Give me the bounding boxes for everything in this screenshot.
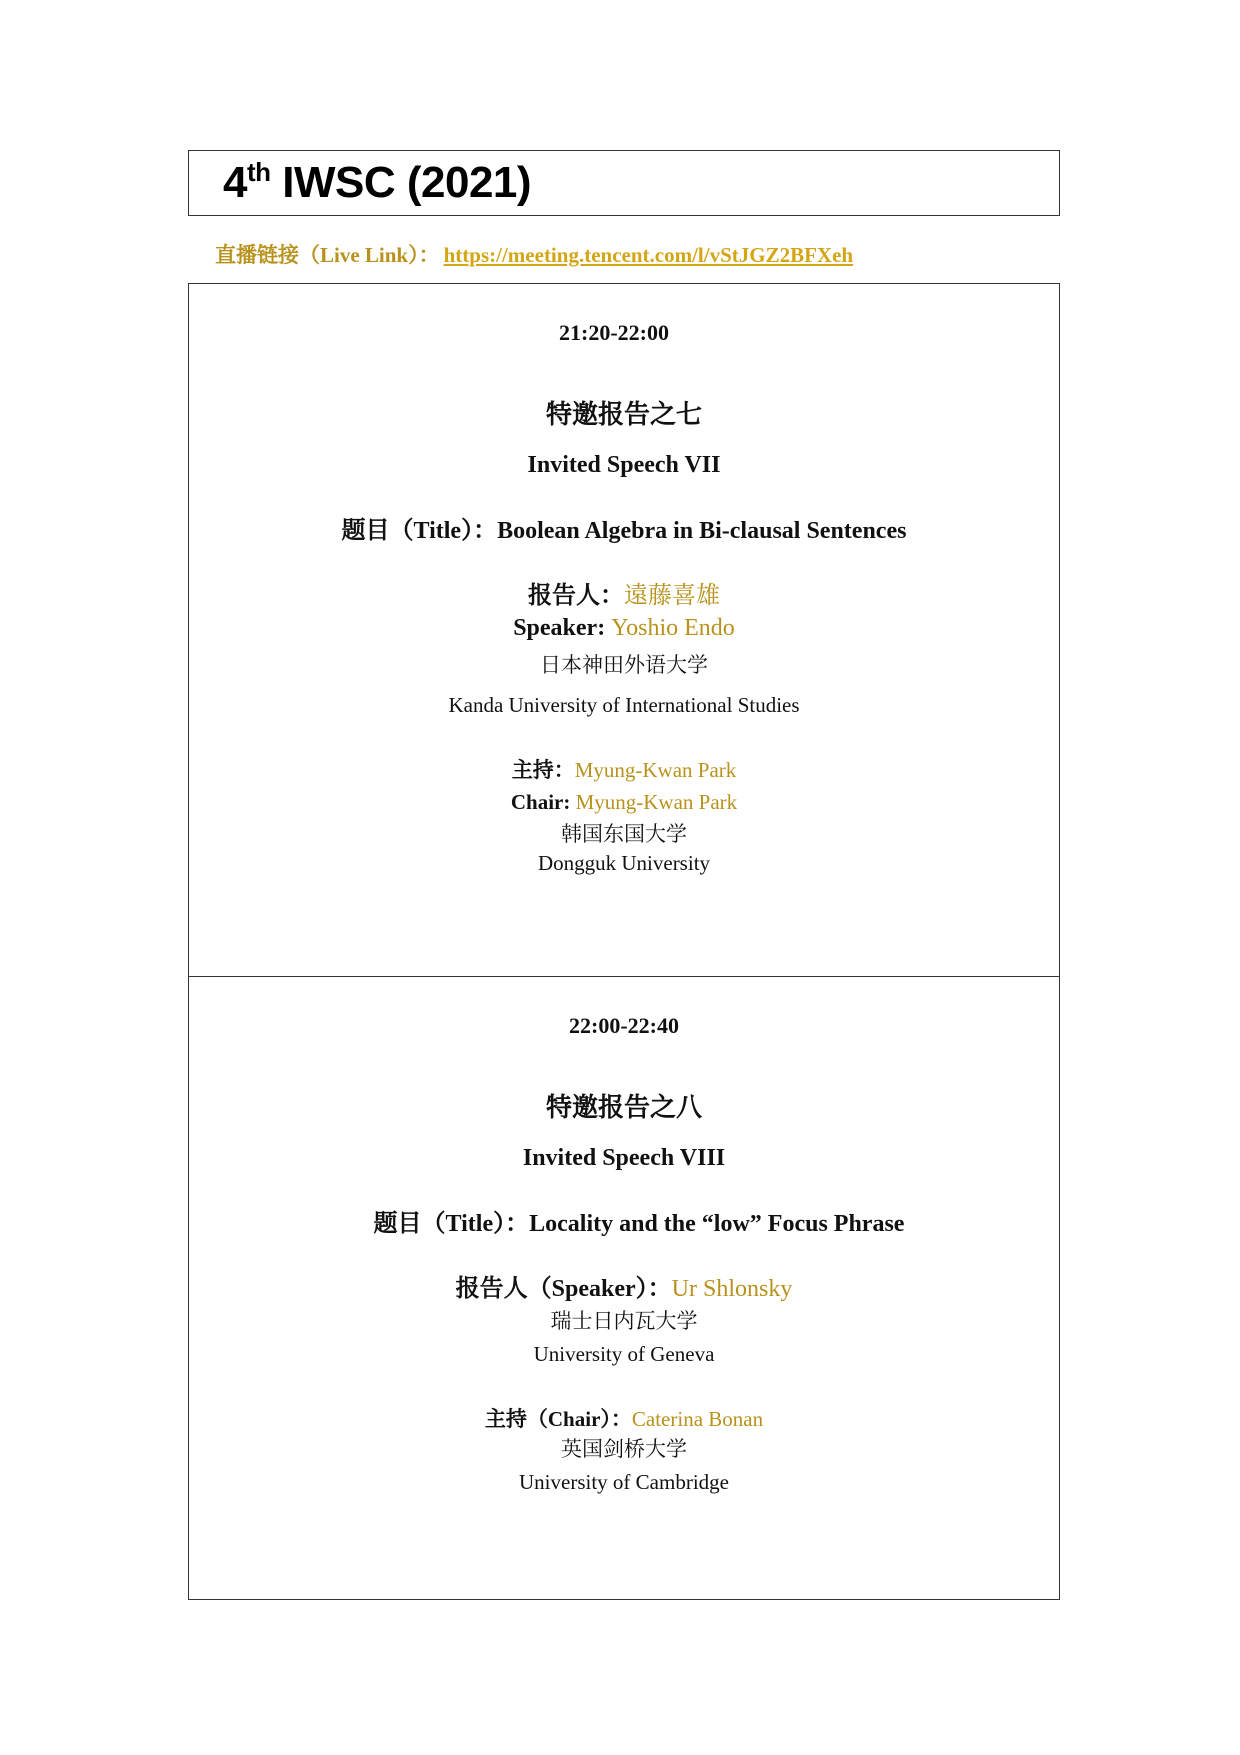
title-number: 4 [223, 158, 247, 207]
live-link-label: 直播链接（Live Link）： [215, 243, 440, 267]
conference-title-box [188, 150, 1060, 216]
chair-cn [189, 755, 1059, 785]
speaker-name-cn: 遠藤喜雄 [624, 583, 720, 609]
chair-name-cn: Myung-Kwan Park [574, 758, 737, 782]
session-time: 21:20-22:00 [559, 320, 669, 345]
speaker-affiliation-cn: 瑞士日内瓦大学 [550, 1309, 698, 1333]
session-card-invited-speech-8 [188, 976, 1060, 1600]
speaker-name: Ur Shlonsky [671, 1276, 793, 1302]
chair-affiliation-en: University of Cambridge [519, 1470, 729, 1494]
chair-en [189, 787, 1059, 817]
session-topic [189, 1209, 1059, 1239]
chair-affiliation-cn: 韩国东国大学 [561, 822, 687, 846]
chair-affiliation-cn: 英国剑桥大学 [561, 1437, 687, 1461]
session-title-en: Invited Speech VII [527, 452, 721, 478]
live-link-row [215, 240, 853, 270]
topic-label: 题目（Title）： [341, 518, 498, 544]
chair-name-en: Myung-Kwan Park [575, 790, 738, 814]
chair-affiliation-en: Dongguk University [537, 851, 711, 875]
session-card-invited-speech-7 [188, 283, 1060, 977]
session-title-cn: 特邀报告之七 [545, 400, 702, 430]
topic-text: Locality and the “low” Focus Phrase [529, 1211, 905, 1237]
conference-title [223, 159, 531, 212]
speaker-affiliation-cn: 日本神田外语大学 [540, 653, 708, 677]
topic-text: Boolean Algebra in Bi-clausal Sentences [497, 518, 907, 544]
title-name: IWSC (2021) [270, 158, 532, 207]
session-title-en: Invited Speech VIII [522, 1145, 726, 1171]
speaker-label-cn: 报告人： [528, 583, 624, 609]
live-link-url[interactable]: https://meeting.tencent.com/l/vStJGZ2BFXeh [443, 243, 854, 267]
topic-label: 题目（Title）： [373, 1211, 530, 1237]
speaker-name-en: Yoshio Endo [611, 615, 735, 641]
chair [189, 1404, 1059, 1434]
chair-label-en: Chair: [510, 790, 576, 814]
title-ordinal-suffix: th [246, 157, 271, 187]
chair-label-cn: 主持： [511, 758, 575, 782]
session-time: 22:00-22:40 [569, 1013, 679, 1038]
speaker-affiliation-en: Kanda University of International Studies [448, 693, 800, 717]
speaker-label: 报告人（Speaker）： [455, 1276, 672, 1302]
speaker [189, 1274, 1059, 1304]
session-title-cn: 特邀报告之八 [545, 1093, 702, 1123]
chair-label: 主持（Chair）： [484, 1407, 632, 1431]
chair-name: Caterina Bonan [631, 1407, 764, 1431]
speaker-en [189, 613, 1059, 643]
speaker-cn [189, 581, 1059, 611]
speaker-label-en: Speaker: [513, 615, 612, 641]
session-topic [189, 516, 1059, 546]
speaker-affiliation-en: University of Geneva [533, 1342, 715, 1366]
